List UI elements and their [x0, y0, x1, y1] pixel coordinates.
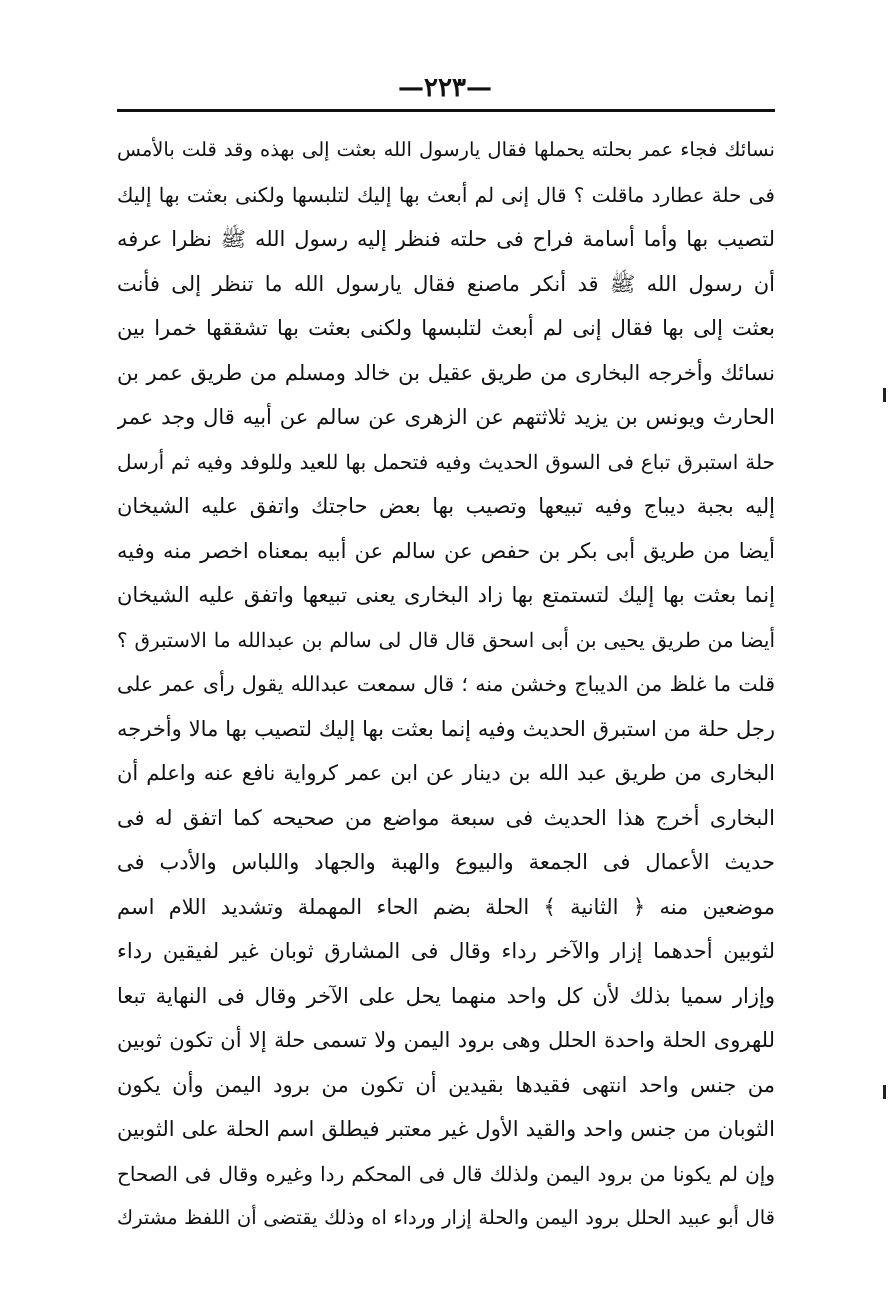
text-line: أيضا من طريق أبى بكر بن حفص عن سالم عن أبيه بمعناه اخصر منه وفيه [117, 538, 775, 563]
text-line: الثوبان من جنس واحد والقيد الأول غير معتبر فيطلق اسم الحلة على الثوبين [117, 1117, 775, 1141]
text-line: قلت ما غلظ من الديباج وخشن منه ؛ قال سمعت عبدالله يقول رأى عمر على [117, 672, 775, 696]
text-line: قال أبو عبيد الحلل برود اليمن والحلة إزار ورداء اه وذلك يقتضى أن اللفظ مشترك [117, 1206, 775, 1229]
text-line: البخارى من طريق عبد الله بن دينار عن ابن عمر كرواية نافع عنه واعلم أن [117, 761, 775, 785]
text-line: إنما بعثت بها إليك لتستمتع بها زاد البخارى يعنى تبيعها واتفق عليه الشيخان [117, 583, 775, 607]
text-line: أيضا من طريق يحيى بن أبى اسحق قال قال لى سالم بن عبدالله ما الاستبرق ؟ [117, 627, 775, 652]
text-line: نسائك وأخرجه البخارى من طريق عقيل بن خالد ومسلم من طريق عمر بن [117, 360, 775, 385]
text-line: حديث الأعمال فى الجمعة والبيوع والهبة والجهاد واللباس والأدب فى [117, 850, 775, 874]
text-line: لتصيب بها وأما أسامة فراح فى حلته فنظر إليه رسول الله ﷺ نظرا عرفه [117, 227, 775, 251]
margin-mark [883, 388, 886, 402]
header-rule [117, 109, 775, 112]
text-line: وإزار سميا بذلك لأن كل واحد منهما يحل على الآخر وقال فى النهاية تبعا [117, 983, 775, 1008]
text-line: البخارى أخرج هذا الحديث فى سبعة مواضع من صحيحه كما اتفق له فى [117, 805, 775, 830]
text-line: رجل حلة من استبرق الحديث وفيه إنما بعثت بها إليك لتصيب بها مالا وأخرجه [117, 716, 775, 741]
text-line: إليه بجبة ديباج وفيه تبيعها وتصيب بها بعض حاجتك واتفق عليه الشيخان [117, 494, 775, 518]
text-line: لثوبين أحدهما إزار والآخر رداء وقال فى المشارق ثوبان غير لفيقين رداء [117, 939, 775, 963]
text-line: نسائك فجاء عمر بحلته يحملها فقال يارسول الله بعثت إلى بهذه وقد قلت بالأمس [117, 138, 775, 161]
text-line: فى حلة عطارد ماقلت ؟ قال إنى لم أبعث بها إليك لتلبسها ولكنى بعثت بها إليك [117, 182, 775, 207]
margin-mark [883, 1085, 886, 1099]
text-line: من جنس واحد انتهى فقيدها بقيدين أن تكون من برود اليمن وأن يكون [117, 1072, 775, 1097]
body-text [117, 128, 775, 1241]
text-line: بعثت إلى بها فقال إنى لم أبعث لتلبسها ولكنى بعثت بها تشققها خمرا بين [117, 316, 775, 340]
text-line: موضعين منه ﴿ الثانية ﴾ الحلة بضم الحاء المهملة وتشديد اللام اسم [117, 894, 775, 919]
text-line: الحارث ويونس بن يزيد ثلاثتهم عن الزهرى عن سالم عن أبيه قال وجد عمر [117, 405, 775, 429]
text-line: للهروى الحلة واحدة الحلل وهى برود اليمن ولا تسمى حلة إلا أن تكون ثوبين [117, 1028, 775, 1052]
page-number: —٢٢٣— [398, 73, 492, 103]
text-line: وإن لم يكونا من برود اليمن ولذلك قال فى المحكم ردا وغيره وقال فى الصحاح [117, 1161, 775, 1186]
text-line: أن رسول الله ﷺ قد أنكر ماصنع فقال يارسول الله ما تنظر إلى فأنت [117, 271, 775, 296]
text-line: حلة استبرق تباع فى السوق الحديث وفيه فتحمل بها للعيد وللوفد وفيه ثم أرسل [117, 449, 775, 474]
